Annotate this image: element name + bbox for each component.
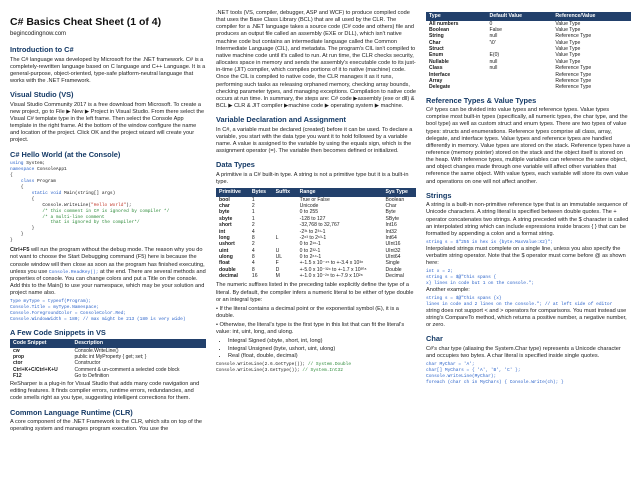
data-type-row-cell: 0 to 2⁶⁴-1 xyxy=(299,253,322,260)
code-line: class Program xyxy=(20,178,56,184)
snippet-row-cell: Comment & un-comment a selected code block xyxy=(74,366,180,373)
code-line: } xyxy=(10,238,13,244)
code-line: string s = $@"this spans {x} xyxy=(426,296,502,302)
data-type-header: Primitive xyxy=(216,188,249,197)
type-row-cell: Struct xyxy=(429,46,444,53)
type-row-cell: null xyxy=(489,33,498,40)
code-line: int x = 2; xyxy=(426,269,454,275)
data-type-row-cell: Boolean xyxy=(385,196,405,203)
multiline-string-code xyxy=(426,296,631,308)
ctrl-f5-key: Ctrl+F5 xyxy=(10,247,30,254)
type-row-cell: Interface xyxy=(429,71,451,78)
type-row-cell: null xyxy=(489,65,498,72)
code-line: Console.WindowWidth = 180; // max might be 213 (180 is very wide) xyxy=(10,316,186,322)
data-type-header: Range xyxy=(297,188,383,197)
data-type-row-cell: Int64 xyxy=(385,234,397,241)
data-type-row-cell: True or False xyxy=(299,196,330,203)
data-type-row-cell: ushort xyxy=(219,241,235,248)
strings-paragraph-2: Interpolated strings must complete on a single line, unless you also specify the verbatim string operator. Note that the $ operator must come before @ as shown here: xyxy=(426,245,626,267)
literal-bullet-2: • Otherwise, the literal's type is the first type in this list that can fit the literal's value: int, uint, long, and ulong. xyxy=(216,322,405,336)
visual-studio-paragraph: Visual Studio Community 2017 is a free download from Microsoft. To create a new project, go to File ▶ New ▶ Project in Visual Studio. From there select the Visual C# template type in the left frame. Then select the Console App template in the right frame. At the bottom of the window configure the name and location of the project. Click OK and the project wizard will create your project. xyxy=(10,101,205,144)
code-line: Console.ForegroundColor = ConsoleColor.Red; xyxy=(10,310,127,316)
verbatim-string-code xyxy=(426,269,631,287)
code-line: } xyxy=(10,226,35,232)
data-type-row-cell: 4 xyxy=(251,260,255,267)
data-type-row-cell: 1 xyxy=(251,209,255,216)
ctrl-f5-text-2: at the end. There are several methods and properties of console. You can change colors and put a Title on the console. Add this to the Main() to use your namespace, which may be your solution and project name also. xyxy=(10,268,206,297)
data-type-header: Sys Type xyxy=(382,188,416,197)
data-type-row-cell: 8 xyxy=(251,253,255,260)
type-row-cell: Reference Type xyxy=(555,84,592,91)
document-title: C# Basics Cheat Sheet (1 of 4) xyxy=(10,16,162,28)
site-url: begincodingnow.com xyxy=(10,31,67,38)
data-type-row-cell: char xyxy=(219,203,230,210)
data-type-row-cell: 4 xyxy=(251,247,255,254)
column-2 xyxy=(216,10,416,374)
data-type-row-cell: 2 xyxy=(251,241,255,248)
column-3 xyxy=(426,12,631,385)
data-type-row-cell: byte xyxy=(219,209,230,216)
type-header: Default Value xyxy=(486,12,552,21)
data-type-row-cell: ulong xyxy=(219,253,233,260)
type-row-cell: Value Type xyxy=(555,39,581,46)
data-type-row-cell: 8 xyxy=(251,266,255,273)
snippets-table xyxy=(10,339,206,379)
code-line: Console.Title = myType.Namespace; xyxy=(10,305,100,311)
code-line: { xyxy=(10,184,24,190)
reference-value-paragraph: C# types can be divided into value types and reference types. Value types comprise most built-in types (specifically, all numeric types, the char type, and the bool type) as well as custom struct and enum types. There are two types of value types: structs and enumerations. Reference types comprise all class, array, delegate, and interface types. Value types and reference types are handled differently in memory. Value types are stored on the stack. Reference types have a reference (memory pointer) stored on the stack and the object itself is stored on the heap. With reference types, multiple variables can reference the same object, and object changes made through one variable will affect other variables that reference the same object. With value types, each variable will store its own value and operations on one will not affect another. xyxy=(426,107,630,185)
code-line: } xyxy=(10,232,24,238)
variable-heading: Variable Declaration and Assignment xyxy=(216,115,346,125)
data-type-row-cell: int xyxy=(219,228,226,235)
data-type-row-cell: Byte xyxy=(385,209,396,216)
snippet-row-cell: ctor xyxy=(13,360,23,367)
type-row-cell: Value Type xyxy=(555,52,581,59)
code-line: Console.WriteLine("Hello World"); xyxy=(10,202,132,208)
type-row-cell: Reference Type xyxy=(555,65,592,72)
data-type-header: Bytes xyxy=(249,188,273,197)
code-line: string s = $@"this spans { xyxy=(426,275,497,281)
type-row-cell: Value Type xyxy=(555,58,581,65)
data-type-row-cell: 8 xyxy=(251,234,255,241)
data-type-row-cell: 2 xyxy=(251,222,255,229)
type-row xyxy=(426,84,631,90)
description-header: Description xyxy=(71,339,206,348)
data-type-row-cell: UInt64 xyxy=(385,253,401,260)
data-type-row-cell: 1 xyxy=(251,196,255,203)
type-row-cell: Reference Type xyxy=(555,71,592,78)
snippet-row-cell: prop xyxy=(13,354,25,361)
code-line: Console.WriteLine(3.GetType()); // System.Int32 xyxy=(216,367,343,373)
clr-heading: Common Language Runtime (CLR) xyxy=(10,407,133,417)
data-type-row-cell: Unicode xyxy=(299,203,319,210)
list-item: • Real (float, double, decimal) xyxy=(228,353,416,360)
code-line: { xyxy=(10,172,13,178)
clr-paragraph: A core component of the .NET Framework is the CLR, which sits on top of the operating system and manages program execution. You use the xyxy=(10,418,203,433)
data-type-row-cell: +-1.0 x 10⁻²⁸ to +-7.9 x 10²⁸ xyxy=(299,273,363,280)
type-row-cell: Delegate xyxy=(429,84,451,91)
intro-paragraph: The C# language was developed by Microsoft for the .NET framework. C# is a completely-rewritten language based on C language and C++ Language. It is a general-purpose, object-oriented, type-safe platform-neutral language that works with the .NET Framework. xyxy=(10,56,206,85)
readkey-code: Console.ReadKey(); xyxy=(48,269,99,275)
list-item: • Integral Unsigned (byte, ushort, uint, ulong) xyxy=(228,346,416,353)
data-type-row-cell: float xyxy=(219,260,230,267)
console-properties-code xyxy=(10,299,206,322)
data-types-paragraph: A primitive is a C# built-in type. A string is not a primitive type but it is a built-in type. xyxy=(216,171,409,185)
data-type-row-cell: Double xyxy=(385,266,402,273)
visual-studio-heading: Visual Studio (VS) xyxy=(10,90,74,100)
data-type-row-cell: Decimal xyxy=(385,273,404,280)
data-type-row-cell: F xyxy=(275,260,279,267)
data-type-row-cell: uint xyxy=(219,247,229,254)
snippet-row-cell: Console.WriteLine() xyxy=(74,347,119,354)
snippet-row-cell: public int MyProperty { get; set; } xyxy=(74,354,147,361)
numeric-suffix-paragraph: The numeric suffixes listed in the preceding table explicitly define the type of a literal. By default, the compiler infers a numeric literal to be either of type double or an integral type: xyxy=(216,282,414,303)
type-row-cell: Nullable xyxy=(429,58,449,65)
code-line: foreach (char ch in MyChars) { Console.Write(ch); } xyxy=(426,379,564,385)
clr-continued-paragraph: .NET tools (VS, compiler, debugger, ASP and WCF) to produce compiled code that uses the Base Class Library (BCL) that are all used by the CLR. The compiler for a .NET language takes a source code (C# code and others) file and produces an output file called an assembly (EXE or DLL), which isn't native machine code but contains an intermediate language called the Common Intermediate Language (CIL), and metadata. The program's CIL isn't compiled to native machine code until it's called to run. At run time, the CLR checks security, allocates space in memory and sends the assembly's executable code to its just-in-time (JIT) compiler, which compiles portions of it to native (machine) code. Once the CIL is compiled to native code, the CLR manages it as it runs, performing such tasks as releasing orphaned memory, checking array bounds, checking parameter types, and managing exceptions. Compilation to native code occurs at run time. In summary, the steps are: C# code ▶assembly (exe or dll) & BCL ▶ CLR & JIT compiler ▶machine code ▶ operating system ▶ machine. xyxy=(216,10,416,110)
code-line: static void Main(string[] args) xyxy=(31,190,116,196)
data-type-row-cell: +-1.5 x 10⁻⁴⁵ to +-3.4 x 10³⁸ xyxy=(299,260,364,267)
code-line: lines in code and 2 lines on the console."; // at left side of editor xyxy=(426,301,613,307)
data-type-row-cell: 1 xyxy=(251,215,255,222)
data-type-row-cell: -2⁶³ to 2⁶³-1 xyxy=(299,234,327,241)
type-row-cell: Value Type xyxy=(555,27,581,34)
gettype-code xyxy=(216,362,416,374)
data-type-row-cell: Single xyxy=(385,260,400,267)
snippet-row-cell: Go to Definition xyxy=(74,372,109,379)
list-item: • Integral Signed (sbyte, short, int, long) xyxy=(228,338,416,345)
ctrl-f5-text: will run the program without the debug mode. The reason why you do not want to choose the Start Debugging command (F5) here is because the console window will then close as soon as the program has finished executing, unless you use xyxy=(10,247,205,275)
data-type-row-cell: UInt16 xyxy=(385,241,401,248)
snippet-header: Code Snippet xyxy=(10,339,71,348)
ctrl-f5-paragraph xyxy=(10,247,206,297)
type-row-cell xyxy=(486,84,552,90)
code-line: that is ignored by the compiler*/ xyxy=(10,220,140,226)
data-types-heading: Data Types xyxy=(216,160,255,170)
data-type-row-cell: L xyxy=(275,234,279,241)
snippet-row xyxy=(10,367,206,373)
type-row-cell: False xyxy=(489,27,502,34)
type-row-cell: '\0' xyxy=(489,39,496,46)
strings-paragraph-1: A string is a built-in non-primitive reference type that is an immutable sequence of Unicode characters. A string literal is specified between double quotes. The + operator concatenates two strings. A string preceded with the $ character is called an interpolated string which can include expressions inside braces { } that can be formatted by appending a colon and a format string. xyxy=(426,202,629,237)
strings-paragraph-3: string does not support < and > operators for comparisons. You must instead use string's CompareTo method, which returns a positive number, a negative number, or zero. xyxy=(426,307,627,329)
data-type-row-cell: UL xyxy=(275,253,283,260)
snippet-row-cell: Ctrl+K+C/Ctrl+K+U xyxy=(13,366,58,373)
data-type-row xyxy=(216,273,416,279)
snippet-row-cell: cw xyxy=(13,347,20,354)
literal-bullet-1: • If the literal contains a decimal point or the exponential symbol (E), it is a double. xyxy=(216,305,399,320)
char-code xyxy=(426,362,631,385)
type-row-cell: Value Type xyxy=(555,20,581,27)
data-type-row-cell: short xyxy=(219,222,232,229)
code-line: Console.WriteLine(2.6.GetType()); // System.Double xyxy=(216,361,352,367)
data-type-row-cell: +-5.0 x 10⁻³²⁴ to +-1.7 x 10³⁰⁸ xyxy=(299,266,367,273)
type-row-cell: Array xyxy=(429,77,443,84)
data-type-row-cell: 0 to 2¹⁶-1 xyxy=(299,241,321,248)
type-header: Type xyxy=(426,12,486,21)
type-row-cell: String xyxy=(429,33,444,40)
data-type-header: Suffix xyxy=(273,188,297,197)
code-line: using System; xyxy=(10,161,46,167)
data-type-row-cell: 0 to 255 xyxy=(299,209,319,216)
reference-value-heading: Reference Types & Value Types xyxy=(426,95,537,105)
data-type-row-cell: -128 to 127 xyxy=(299,215,326,222)
data-type-row-cell: long xyxy=(219,234,230,241)
code-line: char[] MyChars = { 'A', 'B', 'C' }; xyxy=(426,367,521,373)
data-type-row-cell: M xyxy=(275,273,280,280)
resharper-paragraph: ReSharper is a plug-in for Visual Studio that adds many code navigation and editing features. It finds compiler errors, runtime errors, redundancies, and code smells right as you type, suggesting intelligent corrections for them. xyxy=(10,381,200,402)
snippet-row xyxy=(10,373,206,379)
data-type-row-cell: 2 xyxy=(251,203,255,210)
type-row-cell: Boolean xyxy=(429,27,450,34)
type-row-cell: Enum xyxy=(429,52,444,59)
integral-type-list xyxy=(228,338,416,359)
type-row-cell: 0 xyxy=(489,20,493,27)
data-type-row-cell: 0 to 2³²-1 xyxy=(299,247,321,254)
snippet-row-cell: Constructor xyxy=(74,360,101,367)
char-paragraph: C#'s char type (aliasing the System.Char type) represents a Unicode character and occupies two bytes. A char literal is specified inside single quotes. xyxy=(426,345,621,359)
type-header: Reference/Value xyxy=(552,12,631,21)
code-line: char MyChar = 'A'; xyxy=(426,361,475,367)
data-type-row-cell: Int32 xyxy=(385,228,397,235)
data-type-row-cell: -2³¹ to 2³¹-1 xyxy=(299,228,326,235)
variable-paragraph: In C#, a variable must be declared (created) before it can be used. To declare a variable, you start with the data type you want it to hold followed by a variable name. A value is assigned to the variable by using the equals sign, which is the assignment operator (=). The variable then becomes defined or initialized. xyxy=(216,126,413,155)
code-line: /* a multi-line comment xyxy=(10,214,105,220)
default-values-table xyxy=(426,12,631,91)
data-type-row-cell: -32,768 to 32,767 xyxy=(299,222,340,229)
type-row-cell: Class xyxy=(429,65,443,72)
code-line: namespace ConsoleApp1 xyxy=(10,167,67,173)
data-types-table xyxy=(216,188,416,279)
hello-world-heading: C# Hello World (at the Console) xyxy=(10,149,121,159)
snippet-row-cell: F12 xyxy=(13,372,22,379)
type-row-cell: E(0) xyxy=(489,52,500,59)
type-row-cell: Char xyxy=(429,39,441,46)
data-type-row-cell: double xyxy=(219,266,236,273)
data-type-row-cell: UInt32 xyxy=(385,247,401,254)
code-line: x} lines in code but 1 on the console."; xyxy=(426,281,535,287)
code-line: /* this comment in C# is ignored by compiler */ xyxy=(10,208,170,214)
type-row-cell: null xyxy=(489,58,498,65)
intro-heading: Introduction to C# xyxy=(10,45,74,55)
column-1 xyxy=(10,10,206,435)
data-type-row-cell: 4 xyxy=(251,228,255,235)
data-type-row-cell: U xyxy=(275,247,280,254)
type-row-cell: Reference Type xyxy=(555,77,592,84)
another-example-label: Another example: xyxy=(426,286,470,293)
interpolated-string-code: string s = $"255 in hex is {byte.MaxValue:X2}"; xyxy=(426,240,553,246)
code-line: { xyxy=(10,196,35,202)
strings-heading: Strings xyxy=(426,190,452,200)
data-type-row-cell: Char xyxy=(385,203,397,210)
data-type-row-cell: decimal xyxy=(219,273,238,280)
snippets-heading: A Few Code Snippets in VS xyxy=(10,327,106,337)
code-line: Console.WriteLine(MyChar); xyxy=(426,373,497,379)
data-type-row-cell: SByte xyxy=(385,215,400,222)
data-type-row-cell: bool xyxy=(219,196,230,203)
data-type-row-cell: 16 xyxy=(251,273,258,280)
type-row-cell: Reference Type xyxy=(555,33,592,40)
char-heading: Char xyxy=(426,334,443,344)
type-row-cell: All numbers xyxy=(429,20,459,27)
hello-world-code xyxy=(10,161,206,244)
data-type-row-cell: D xyxy=(275,266,280,273)
type-row-cell: Value Type xyxy=(555,46,581,53)
code-line: Type myType = typeof(Program); xyxy=(10,299,92,305)
data-type-row-cell: Int16 xyxy=(385,222,397,229)
data-type-row-cell: sbyte xyxy=(219,215,233,222)
